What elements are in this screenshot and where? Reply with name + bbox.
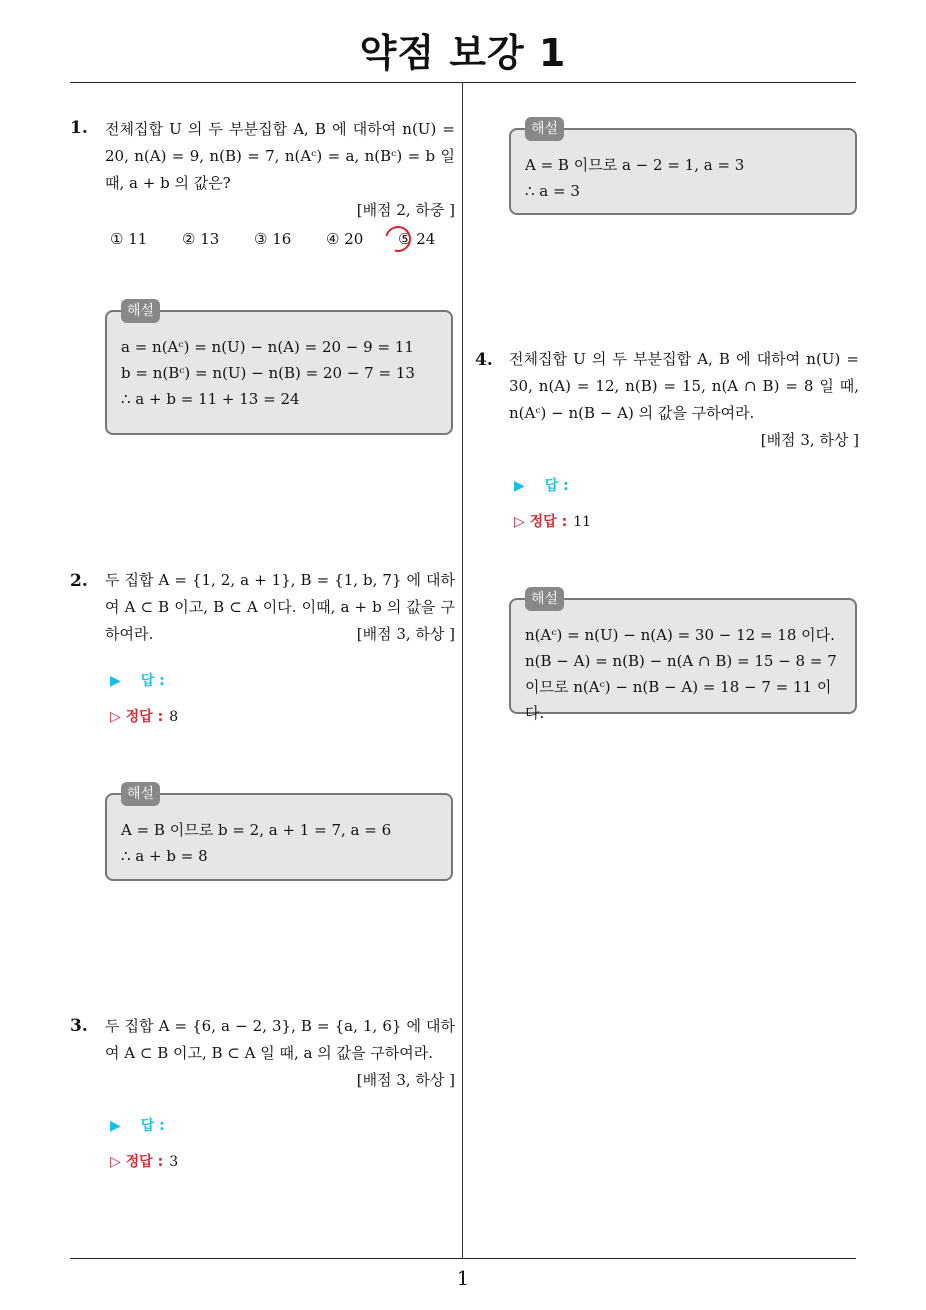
question-2-score: [배점 3, 하상 ] — [356, 625, 455, 643]
solution-line: 이므로 n(Aᶜ) − n(B − A) = 18 − 7 = 11 이다. — [525, 678, 832, 722]
play-triangle-icon: ▶ — [110, 673, 121, 689]
question-4 — [509, 346, 859, 454]
question-4-correct-row — [514, 511, 591, 531]
question-3-correct-row — [110, 1151, 178, 1171]
question-3-text: 두 집합 A = {6, a − 2, 3}, B = {a, 1, 6} 에 대하여 A ⊂ B 이고, B ⊂ A 일 때, a 의 값을 구하여라. — [105, 1017, 455, 1062]
solution-tab: 해설 — [525, 117, 564, 141]
solution-line: n(Aᶜ) = n(U) − n(A) = 30 − 12 = 18 이다. — [525, 626, 835, 644]
page-number: 1 — [456, 1266, 470, 1290]
question-3-solution — [509, 121, 857, 215]
question-2-solution — [105, 786, 453, 881]
question-1-score: [배점 2, 하중 ] — [356, 201, 455, 219]
solution-tab: 해설 — [121, 782, 160, 806]
solution-line: ∴ a + b = 8 — [121, 847, 208, 865]
column-divider — [462, 83, 463, 1258]
question-3-answer-row[interactable] — [110, 1115, 165, 1135]
question-4-solution — [509, 591, 857, 722]
correct-value: 11 — [573, 514, 592, 530]
bottom-rule — [70, 1258, 856, 1259]
choice-1[interactable]: ① 11 — [110, 230, 148, 248]
solution-line: b = n(Bᶜ) = n(U) − n(B) = 20 − 7 = 13 — [121, 364, 415, 382]
solution-line: n(B − A) = n(B) − n(A ∩ B) = 15 − 8 = 7 — [525, 652, 837, 670]
solution-line: ∴ a = 3 — [525, 182, 580, 200]
question-1-text: 전체집합 U 의 두 부분집합 A, B 에 대하여 n(U) = 20, n(A) = 9, n(B) = 7, n(Aᶜ) = a, n(Bᶜ) = b 일 때, a + b 의 값은? — [105, 120, 455, 192]
question-2-text: 두 집합 A = {1, 2, a + 1}, B = {1, b, 7} 에 대하여 A ⊂ B 이고, B ⊂ A 이다. 이때, a + b 의 값을 구하여라. — [105, 571, 455, 643]
top-rule — [70, 82, 856, 83]
solution-tab: 해설 — [525, 587, 564, 611]
play-triangle-icon: ▶ — [110, 1118, 121, 1134]
question-2-answer-row[interactable] — [110, 670, 165, 690]
correct-label: 정답 : — [125, 1154, 164, 1170]
outline-triangle-icon: ▷ — [514, 514, 525, 530]
question-4-answer-row[interactable] — [514, 475, 569, 495]
question-1-number: 1. — [70, 118, 88, 138]
outline-triangle-icon: ▷ — [110, 709, 121, 725]
solution-line: a = n(Aᶜ) = n(U) − n(A) = 20 − 9 = 11 — [121, 338, 414, 356]
question-2-number: 2. — [70, 571, 88, 591]
choice-2[interactable]: ② 13 — [182, 230, 220, 248]
answer-circle-mark — [380, 221, 416, 257]
question-4-score: [배점 3, 하상 ] — [760, 431, 859, 449]
question-3 — [105, 1013, 455, 1094]
question-1-solution — [105, 303, 453, 435]
question-1-choices — [110, 230, 470, 248]
question-1 — [105, 116, 455, 224]
question-3-score: [배점 3, 하상 ] — [356, 1071, 455, 1089]
solution-line: A = B 이므로 a − 2 = 1, a = 3 — [525, 156, 745, 174]
question-3-number: 3. — [70, 1016, 88, 1036]
choice-5[interactable]: ⑤ 24 — [398, 230, 436, 248]
question-4-number: 4. — [475, 350, 493, 370]
question-2 — [105, 567, 455, 648]
choice-3[interactable]: ③ 16 — [254, 230, 292, 248]
question-2-correct-row — [110, 706, 178, 726]
answer-label: 답 : — [544, 478, 569, 494]
correct-label: 정답 : — [529, 514, 568, 530]
solution-line: ∴ a + b = 11 + 13 = 24 — [121, 390, 300, 408]
correct-value: 3 — [169, 1154, 179, 1170]
play-triangle-icon: ▶ — [514, 478, 525, 494]
outline-triangle-icon: ▷ — [110, 1154, 121, 1170]
choice-4[interactable]: ④ 20 — [326, 230, 364, 248]
solution-line: A = B 이므로 b = 2, a + 1 = 7, a = 6 — [121, 821, 392, 839]
correct-value: 8 — [169, 709, 179, 725]
answer-label: 답 : — [140, 1118, 165, 1134]
solution-tab: 해설 — [121, 299, 160, 323]
answer-label: 답 : — [140, 673, 165, 689]
page-title: 약점 보강 1 — [359, 31, 567, 75]
question-4-text: 전체집합 U 의 두 부분집합 A, B 에 대하여 n(U) = 30, n(A) = 12, n(B) = 15, n(A ∩ B) = 8 일 때, n(Aᶜ) − n(B − A) 의 값을 구하여라. — [509, 350, 859, 422]
correct-label: 정답 : — [125, 709, 164, 725]
